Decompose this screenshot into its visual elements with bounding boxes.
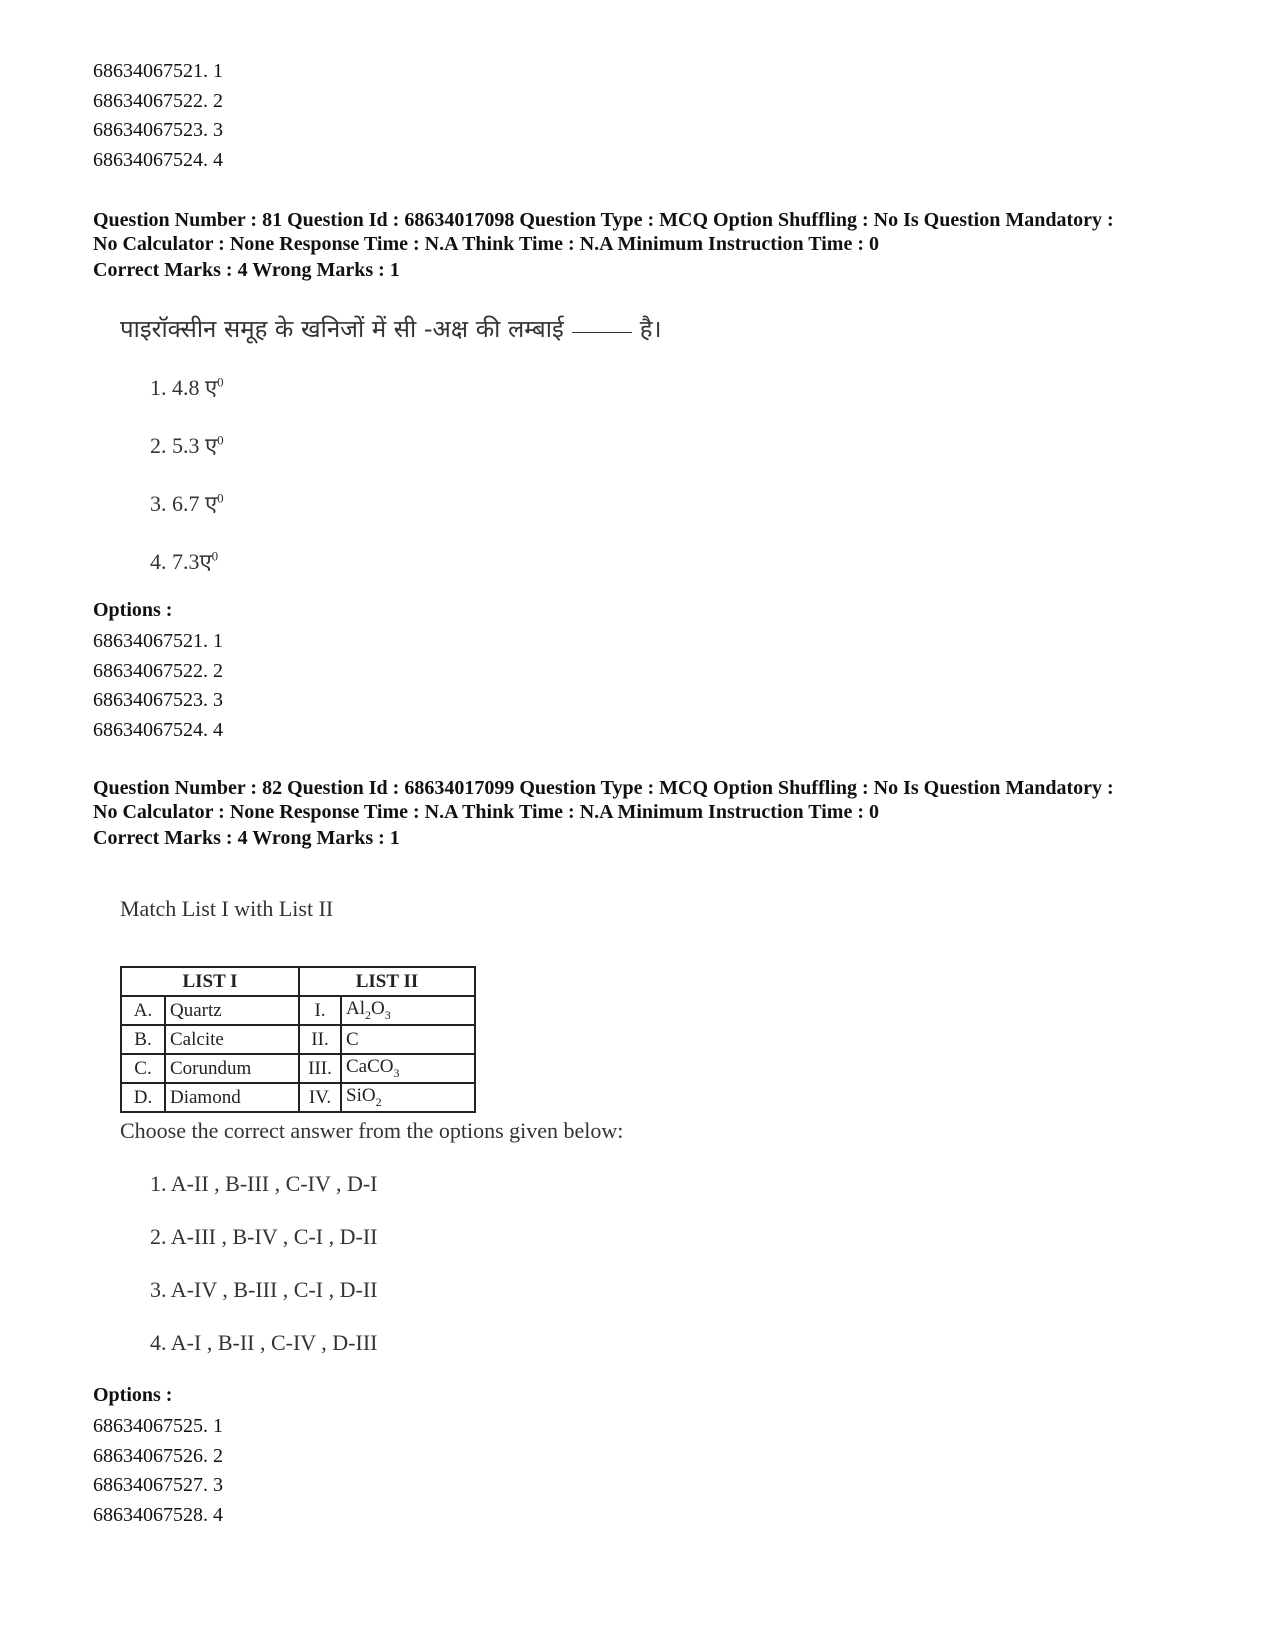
q81-choice-2: 2. 5.3 ए$^0$ bbox=[150, 432, 224, 458]
list1-header: LIST I bbox=[121, 967, 299, 996]
table-header-row bbox=[121, 967, 475, 996]
match-table bbox=[120, 966, 476, 1113]
option-line: 68634067524. 4 bbox=[93, 718, 223, 741]
q82-choice-3: 3. A-IV , B-III , C-I , D-II bbox=[150, 1277, 378, 1302]
q81-choice-3: 3. 6.7 ए$^0$ bbox=[150, 490, 224, 516]
option-line: 68634067527. 3 bbox=[93, 1474, 223, 1496]
option-line: 68634067521. 1 bbox=[93, 630, 223, 652]
row-formula: SiO$_2$ bbox=[341, 1083, 475, 1112]
q81-meta-line1: Question Number : 81 Question Id : 68634017098 Question Type : MCQ Option Shuffling : No Is Question Mandatory : bbox=[93, 209, 1114, 231]
table-row bbox=[121, 996, 475, 1025]
row-key2: II. bbox=[299, 1025, 341, 1054]
option-line: 68634067523. 3 bbox=[93, 119, 223, 141]
option-line: 68634067522. 2 bbox=[93, 659, 223, 682]
q82-choice-2: 2. A-III , B-IV , C-I , D-II bbox=[150, 1224, 378, 1249]
q82-meta-line1: Question Number : 82 Question Id : 68634017099 Question Type : MCQ Option Shuffling : No Is Question Mandatory : bbox=[93, 777, 1114, 799]
row-key: C. bbox=[121, 1054, 165, 1083]
row-key: B. bbox=[121, 1025, 165, 1054]
q82-choice-1: 1. A-II , B-III , C-IV , D-I bbox=[150, 1171, 378, 1196]
q81-meta-line2: No Calculator : None Response Time : N.A Think Time : N.A Minimum Instruction Time : 0 bbox=[93, 233, 879, 255]
q81-meta bbox=[93, 208, 1203, 256]
row-formula: CaCO$_3$ bbox=[341, 1054, 475, 1083]
q82-options-list bbox=[93, 1412, 223, 1530]
row-formula: $Al_2O_3$ bbox=[341, 996, 475, 1025]
q81-stem bbox=[120, 312, 662, 345]
option-line: 68634067528. 4 bbox=[93, 1503, 223, 1526]
row-key: A. bbox=[121, 996, 165, 1025]
row-value: Diamond bbox=[165, 1083, 299, 1112]
q82-options-heading: Options : bbox=[93, 1384, 173, 1406]
row-key2: III. bbox=[299, 1054, 341, 1083]
option-line: 68634067525. 1 bbox=[93, 1415, 223, 1437]
fill-blank bbox=[572, 332, 632, 333]
row-key2: IV. bbox=[299, 1083, 341, 1112]
row-value: Corundum bbox=[165, 1054, 299, 1083]
option-line: 68634067522. 2 bbox=[93, 89, 223, 112]
row-value: Calcite bbox=[165, 1025, 299, 1054]
table-row bbox=[121, 1083, 475, 1112]
table-row bbox=[121, 1054, 475, 1083]
option-line: 68634067521. 1 bbox=[93, 60, 223, 82]
q81-choice-1: 1. 4.8 ए$^0$ bbox=[150, 374, 224, 400]
q82-intro: Match List I with List II bbox=[120, 896, 334, 921]
option-line: 68634067526. 2 bbox=[93, 1444, 223, 1467]
q81-options-list bbox=[93, 627, 223, 745]
q81-stem-end: है। bbox=[639, 315, 662, 343]
q82-meta-line2: No Calculator : None Response Time : N.A Think Time : N.A Minimum Instruction Time : 0 bbox=[93, 801, 879, 823]
option-line: 68634067524. 4 bbox=[93, 148, 223, 171]
q81-options-heading: Options : bbox=[93, 599, 173, 621]
list2-header: LIST II bbox=[299, 967, 475, 996]
row-formula: C bbox=[341, 1025, 475, 1054]
q81-marks: Correct Marks : 4 Wrong Marks : 1 bbox=[93, 259, 400, 281]
q81-choice-4: 4. 7.3ए$^0$ bbox=[150, 548, 219, 574]
q81-stem-text: पाइरॉक्सीन समूह के खनिजों में सी -अक्ष की लम्बाई bbox=[120, 315, 564, 343]
q82-instruction: Choose the correct answer from the options given below: bbox=[120, 1118, 624, 1143]
table-row bbox=[121, 1025, 475, 1054]
q82-choice-4: 4. A-I , B-II , C-IV , D-III bbox=[150, 1330, 378, 1355]
previous-options-list bbox=[93, 57, 223, 175]
option-line: 68634067523. 3 bbox=[93, 689, 223, 711]
row-key2: I. bbox=[299, 996, 341, 1025]
row-key: D. bbox=[121, 1083, 165, 1112]
q82-marks: Correct Marks : 4 Wrong Marks : 1 bbox=[93, 827, 400, 849]
q82-meta bbox=[93, 776, 1203, 824]
row-value: Quartz bbox=[165, 996, 299, 1025]
